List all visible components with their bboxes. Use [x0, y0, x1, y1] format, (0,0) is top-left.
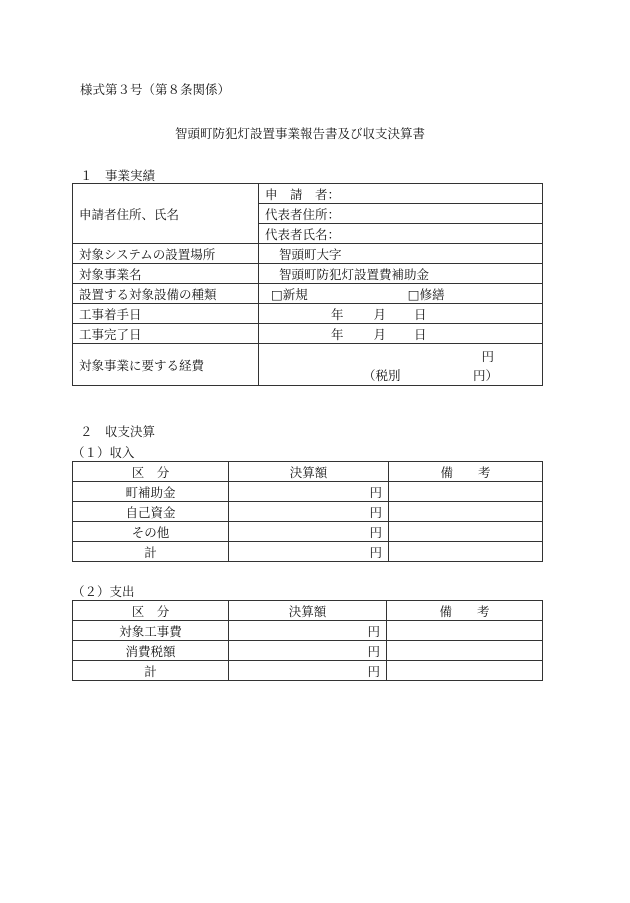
- expense-row-label: 消費税額: [73, 641, 229, 661]
- table-row: [73, 482, 543, 502]
- day-mark: 日: [414, 326, 427, 342]
- applicant-name-field[interactable]: 申 請 者：: [259, 184, 543, 204]
- month-mark: 月: [373, 306, 387, 322]
- income-total-field[interactable]: 円: [229, 542, 389, 562]
- table-row: [73, 522, 543, 542]
- expense-amount-field[interactable]: 円: [229, 621, 387, 641]
- section2-heading: ２ 収支決算: [80, 424, 156, 439]
- expense-heading: （２）支出: [72, 584, 135, 599]
- income-total-label: 計: [73, 542, 229, 562]
- expense-table: [72, 600, 543, 681]
- income-heading: （１）収入: [72, 445, 135, 460]
- income-amount-field[interactable]: 円: [229, 482, 389, 502]
- project-label: 対象事業名: [73, 264, 259, 284]
- income-remarks-field[interactable]: [389, 482, 543, 502]
- expense-remarks-field[interactable]: [387, 621, 543, 641]
- income-table: [72, 461, 543, 562]
- section1-heading: １ 事業実績: [80, 168, 156, 183]
- representative-address-field[interactable]: 代表者住所：: [259, 204, 543, 224]
- expense-amount-field[interactable]: 円: [229, 641, 387, 661]
- form-number: 様式第３号（第８条関係）: [80, 82, 231, 97]
- income-amount-field[interactable]: 円: [229, 502, 389, 522]
- cost-label: 対象事業に要する経費: [73, 344, 259, 386]
- repair-checkbox[interactable]: □修繕: [407, 286, 445, 302]
- project-value[interactable]: 智頭町防犯灯設置費補助金: [259, 264, 543, 284]
- expense-remarks-field[interactable]: [387, 641, 543, 661]
- income-remarks-field[interactable]: [389, 542, 543, 562]
- expense-remarks-field[interactable]: [387, 661, 543, 681]
- year-mark: 年: [331, 326, 344, 342]
- start-date-field[interactable]: [259, 304, 543, 324]
- document-title: 智頭町防犯灯設置事業報告書及び収支決算書: [175, 126, 426, 141]
- cost-yen: 円: [481, 349, 494, 364]
- equipment-label: 設置する対象設備の種類: [73, 284, 259, 304]
- remarks-header: 備 考: [387, 601, 543, 621]
- location-value[interactable]: 智頭町大字: [259, 244, 543, 264]
- end-date-field[interactable]: [259, 324, 543, 344]
- expense-total-field[interactable]: 円: [229, 661, 387, 681]
- start-date-label: 工事着手日: [73, 304, 259, 324]
- cost-field[interactable]: [259, 344, 543, 386]
- income-amount-field[interactable]: 円: [229, 522, 389, 542]
- table-row: [73, 502, 543, 522]
- table-row: [73, 542, 543, 562]
- remarks-header: 備 考: [389, 462, 543, 482]
- representative-name-field[interactable]: 代表者氏名：: [259, 224, 543, 244]
- day-mark: 日: [414, 306, 427, 322]
- results-table: [72, 183, 543, 386]
- amount-header: 決算額: [229, 601, 387, 621]
- category-header: 区 分: [73, 462, 229, 482]
- expense-row-label: 対象工事費: [73, 621, 229, 641]
- amount-header: 決算額: [229, 462, 389, 482]
- table-row: [73, 661, 543, 681]
- equipment-options: [259, 284, 543, 304]
- income-remarks-field[interactable]: [389, 522, 543, 542]
- income-row-label: その他: [73, 522, 229, 542]
- location-label: 対象システムの設置場所: [73, 244, 259, 264]
- table-row: [73, 641, 543, 661]
- month-mark: 月: [373, 326, 387, 342]
- income-remarks-field[interactable]: [389, 502, 543, 522]
- applicant-label: 申請者住所、氏名: [73, 184, 259, 244]
- category-header: 区 分: [73, 601, 229, 621]
- income-row-label: 自己資金: [73, 502, 229, 522]
- expense-total-label: 計: [73, 661, 229, 681]
- cost-tax-close: 円）: [472, 368, 498, 383]
- end-date-label: 工事完了日: [73, 324, 259, 344]
- year-mark: 年: [331, 306, 344, 322]
- table-row: [73, 621, 543, 641]
- income-row-label: 町補助金: [73, 482, 229, 502]
- cost-tax-open: （税別: [363, 368, 401, 383]
- new-install-checkbox[interactable]: □新規: [271, 286, 308, 302]
